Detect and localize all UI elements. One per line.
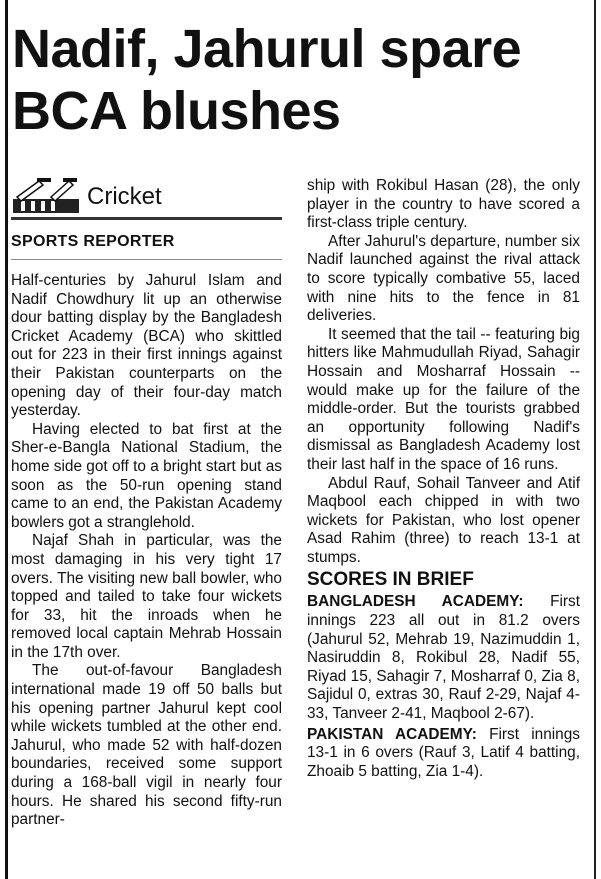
article-paragraph: ship with Rokibul Hasan (28), the only player in the country to have scored a first-class triple century. [307, 177, 580, 232]
scores-entry [307, 593, 580, 723]
scores-team-details: First innings 223 all out in 81.2 overs (Jahurul 52, Mehrab 19, Nazimuddin 1, Nasiruddin 8, Rokibul 28, Nadif 55, Riyad 15, Sahagir 7, Mosharraf 0, Zia 8, Sajidul 0, extras 30, Rauf 2-29, Najaf 4-33, Tanveer 2-41, Maqbool 2-67). [307, 593, 580, 723]
scores-team-name: BANGLADESH ACADEMY: [307, 593, 524, 611]
byline-divider [11, 259, 282, 260]
scores-team-name: PAKISTAN ACADEMY: [307, 725, 477, 743]
article-column-left [11, 175, 282, 830]
article-paragraph: The out-of-favour Bangladesh international made 19 off 50 balls but his opening partner Jahurul kept cool while wickets tumbled at the other end. Jahurul, who made 52 with half-dozen boundaries, received some support during a 168-ball vigil in nearly four hours. He shared his second fifty-run partner- [11, 662, 282, 829]
page-left-rule [5, 0, 8, 879]
section-label: Cricket [87, 183, 162, 210]
article-column-right [307, 177, 580, 781]
scores-team-details: First innings 13-1 in 6 overs (Rauf 3, Latif 4 batting, Zhoaib 5 batting, Zia 1-4). [307, 725, 580, 780]
headline-line-1: Nadif, Jahurul spare [12, 19, 522, 79]
section-tag [11, 175, 282, 219]
page-right-rule [594, 0, 596, 879]
article-paragraph: It seemed that the tail -- featuring big hitters like Mahmudullah Riyad, Sahagir Hossain and Mosharraf Hossain -- would make up for the failure of the middle-order. But the tourists grabbed an opportunity following Nadif's dismissal as Bangladesh Academy lost their last half in the space of 16 runs. [307, 325, 580, 473]
article-paragraph: Najaf Shah in particular, was the most damaging in his very tight 17 overs. The visiting new ball bowler, who topped and tailed to take four wickets for 33, hit the inroads when he removed local captain Mehrab Hossain in the 17th over. [11, 532, 282, 661]
section-underline [11, 217, 282, 220]
article-paragraph: Abdul Rauf, Sohail Tanveer and Atif Maqbool each chipped in with two wickets for Pakistan, who lost opener Asad Rahim (three) to reach 13-1 at stumps. [307, 474, 580, 566]
headline [12, 18, 592, 142]
article-paragraph: After Jahurul's departure, number six Nadif launched against the rival attack to score typically combative 55, laced with nine hits to the fence in 81 deliveries. [307, 232, 580, 325]
scores-entry [307, 726, 580, 782]
scores-brief-title: SCORES IN BRIEF [307, 569, 474, 591]
byline: SPORTS REPORTER [11, 233, 175, 250]
headline-line-2: BCA blushes [12, 81, 341, 141]
article-paragraph: Half-centuries by Jahurul Islam and Nadif Chowdhury lit up an otherwise dour batting display by the Bangladesh Cricket Academy (BCA) who skittled out for 223 in their first innings against their Pakistan counterparts on the opening day of their four-day match yesterday. [11, 272, 282, 420]
cricket-bats-icon [11, 177, 83, 215]
article-paragraph: Having elected to bat first at the Sher-e-Bangla National Stadium, the home side got off to a bright start but as soon as the 50-run opening stand came to an end, the Pakistan Academy bowlers got a stranglehold. [11, 420, 282, 531]
